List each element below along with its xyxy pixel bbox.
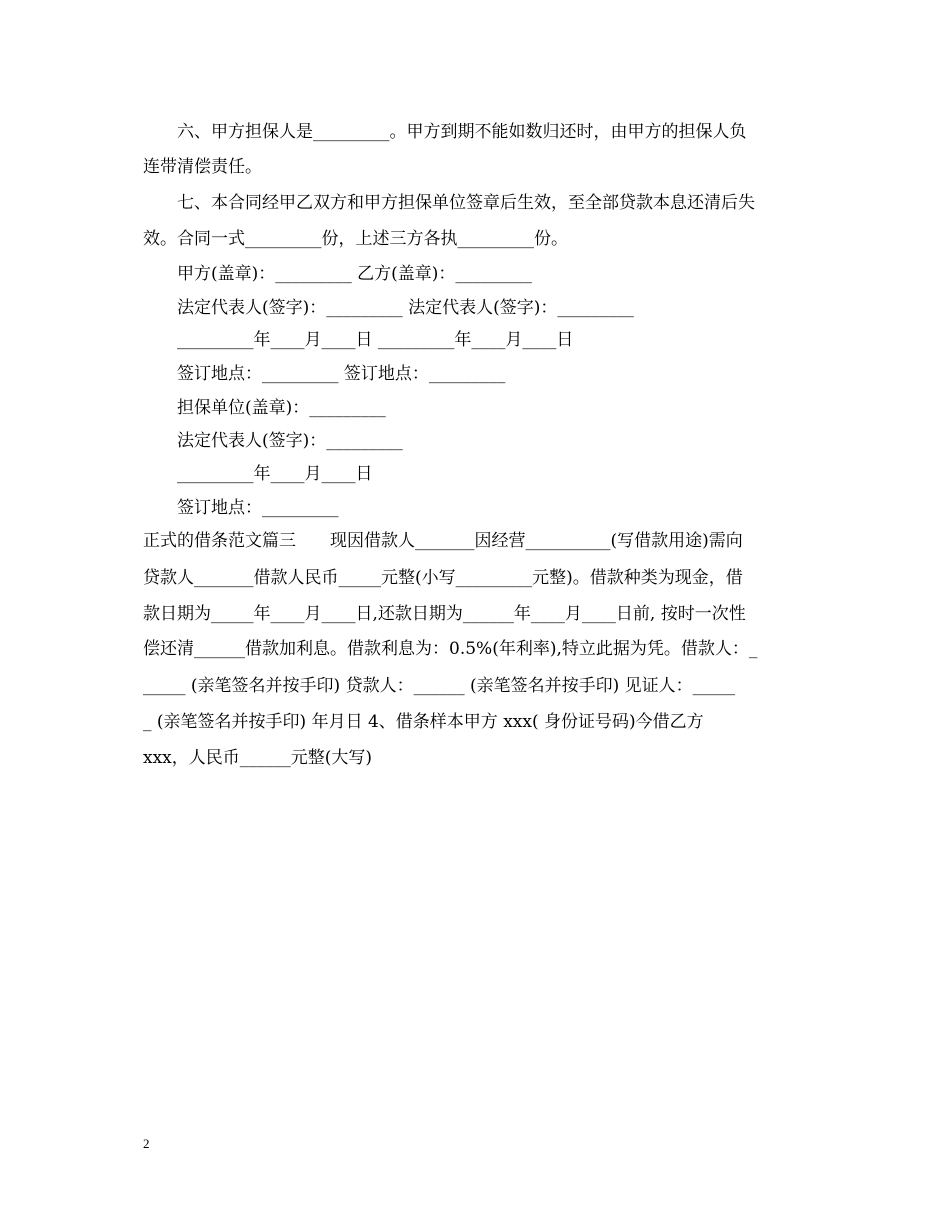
signing-date-line: _________年____月____日 _________年____月____日 bbox=[177, 330, 574, 350]
clause-seven-line-1: 七、本合同经甲乙双方和甲方担保单位签章后生效，至全部贷款本息还清后失 bbox=[177, 193, 755, 213]
clause-seven-line-2: 效。合同一式_________份，上述三方各执_________份。 bbox=[143, 229, 568, 249]
guarantor-date-line: _________年____月____日 bbox=[177, 464, 373, 484]
legal-rep-signature-line: 法定代表人(签字)：_________ 法定代表人(签字)：_________ bbox=[177, 298, 634, 318]
iou-text-line-5: _____ (亲笔签名并按手印) 贷款人：______ (亲笔签名并按手印) 见证人：_____ bbox=[143, 676, 736, 696]
signing-place-line: 签订地点：_________ 签订地点：_________ bbox=[177, 364, 506, 384]
clause-six-line-2: 连带清偿责任。 bbox=[143, 157, 262, 177]
guarantor-legal-rep-line: 法定代表人(签字)：_________ bbox=[177, 431, 403, 451]
clause-six-line-1: 六、甲方担保人是_________。甲方到期不能如数归还时，由甲方的担保人负 bbox=[177, 122, 747, 142]
iou-text-line-7: xxx，人民币______元整(大写) bbox=[143, 748, 373, 768]
guarantor-place-line: 签订地点：_________ bbox=[177, 498, 339, 518]
iou-text-line-2: 贷款人_______借款人民币_____元整(小写_________元整)。借款种类为现金，借 bbox=[143, 568, 743, 588]
guarantor-seal-line: 担保单位(盖章)：_________ bbox=[177, 398, 386, 418]
party-seal-line: 甲方(盖章)：_________ 乙方(盖章)：_________ bbox=[177, 264, 532, 284]
iou-text-line-1: 正式的借条范文篇三 现因借款人_______因经营__________(写借款用途)需向 bbox=[143, 531, 743, 551]
page-number: 2 bbox=[143, 1136, 150, 1151]
iou-text-line-6: _ (亲笔签名并按手印) 年月日 4、借条样本甲方 xxx( 身份证号码)今借乙方 bbox=[143, 712, 704, 732]
iou-text-line-4: 偿还清______借款加利息。借款利息为：0.5%(年利率),特立此据为凭。借款人：_ bbox=[143, 639, 758, 659]
iou-text-line-3: 款日期为_____年____月____日,还款日期为______年____月____日前, 按时一次性 bbox=[143, 604, 746, 624]
